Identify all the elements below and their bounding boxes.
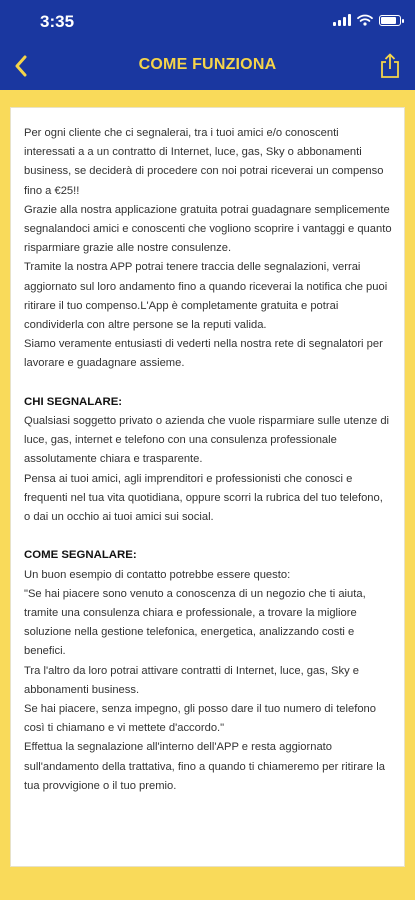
section-paragraph: Tra l'altro da loro potrai attivare contratti di Internet, luce, gas, Sky e abbonamenti business. (24, 664, 360, 696)
nav-bar (0, 44, 415, 90)
section-paragraph: Se hai piacere, senza impegno, gli posso dare il tuo numero di telefono così ti chiamano e vi mettete d'accordo." (24, 703, 377, 735)
wifi-icon (357, 14, 373, 26)
intro-paragraph: Tramite la nostra APP potrai tenere traccia delle segnalazioni, verrai aggiornato sul loro andamento fino a quando riceverai la notifica che puoi ritirare il tuo compenso.L'App è completamente gratuita e potrai condividerla con altre persone se la reputi valida. (24, 261, 388, 332)
section-paragraph: Effettua la segnalazione all'interno dell'APP e resta aggiornato sull'andamento della trattativa, fino a quando ti chiameremo per ritirare la tua provvigione o il tuo premio. (24, 741, 385, 792)
status-icons (333, 14, 401, 26)
intro-paragraph: Siamo veramente entusiasti di vederti nella nostra rete di segnalatori per lavorare e guadagnare assieme. (24, 338, 383, 370)
spacer (24, 527, 392, 546)
status-bar (0, 0, 415, 44)
spacer (24, 374, 392, 393)
top-bar (0, 0, 415, 90)
intro-paragraph: Grazie alla nostra applicazione gratuita potrai guadagnare semplicemente segnalandoci amici e conoscenti che vogliono scoprire i vantaggi e quanto risparmiare grazie alle nostre consulenze. (24, 203, 392, 255)
signal-icon (333, 14, 351, 26)
content-card (10, 107, 405, 867)
section-heading-come-segnalare: COME SEGNALARE: (24, 549, 137, 562)
section-paragraph: Un buon esempio di contatto potrebbe essere questo: (24, 568, 291, 581)
share-button[interactable] (375, 50, 405, 82)
section-paragraph: "Se hai piacere sono venuto a conoscenza di un negozio che ti aiuta, tramite una consulenza chiara e professionale, a trovare la migliore soluzione nella gestione telefonica, energetica, analizzando costi e benefici. (24, 587, 366, 658)
page-title: COME FUNZIONA (138, 56, 277, 73)
share-icon (379, 53, 401, 79)
section-heading-chi-segnalare: CHI SEGNALARE: (24, 395, 123, 408)
battery-icon (379, 15, 401, 26)
status-time: 3:35 (40, 12, 75, 31)
intro-paragraph: Per ogni cliente che ci segnalerai, tra i tuoi amici e/o conoscenti interessati a a un contratto di Internet, luce, gas, Sky o abbonamenti business, se deciderà di procedere con noi potrai riceverai un compenso fino a €25!! (24, 127, 384, 197)
section-paragraph: Qualsiasi soggetto privato o azienda che vuole risparmiare sulle utenze di luce, gas, internet e telefono con una consulenza professionale assolutamente chiara e trasparente. (24, 415, 390, 466)
section-paragraph: Pensa ai tuoi amici, agli imprenditori e professionisti che conosci e frequenti nel tua vita quotidiana, oppure scorri la rubrica del tuo telefono, o dai un occhio ai tuoi amici sui social. (24, 472, 383, 524)
